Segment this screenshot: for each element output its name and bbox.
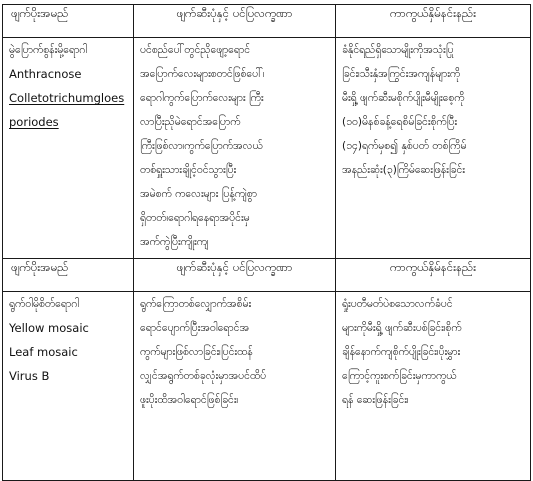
table-row (3, 38, 531, 259)
scientific-name-part2: poriodes (9, 115, 59, 129)
symptom-line: ရောင်ပျောက်ပြီးအဝါရောင်အ (140, 322, 250, 334)
symptom-line: ဖူးပိုးထိအဝါရောင်ဖြစ်ခြင်း၊ (140, 394, 239, 406)
symptom-line: လျှင်အရွက်တစ်ခုလုံးမှာအပင်ထိပ် (140, 370, 267, 382)
disease-name-burmese: မွဲပြောက်စွန်းမို့ရောဂါ (9, 44, 88, 56)
prevention-line: အနည်းဆုံး(၃)ကြိမ်ဆေးဖြန်းခြင်း (342, 164, 465, 176)
symptom-line: တစ်ရှူးသားချိုင့်ဝင်သွားပြီး (140, 164, 237, 176)
header-disease-name: ဖျက်ပိုးအမည် (3, 259, 134, 292)
disease-name-cell (3, 292, 134, 481)
symptom-line: အပြောက်လေးများစတင်ဖြစ်ပေါ်၊ (140, 68, 265, 80)
disease-name-cell (3, 38, 134, 259)
prevention-line: ကြောင့်ကူးစက်ခြင်းမှကာကွယ် (342, 370, 457, 382)
header-row-2 (3, 259, 531, 292)
symptom-line: ကွက်များဖြစ်လာခြင်း၊ပြင်းထန် (140, 346, 253, 358)
disease-name-burmese: ရွက်ဝါမိုစိတ်ရောဂါ (9, 298, 80, 310)
header-row-1 (3, 5, 531, 38)
header-symptoms: ဖျက်ဆီးပုံနှင့် ပင်ပြလက္ခဏာ (134, 5, 336, 38)
prevention-line: များကိုမီးရှို့ ဖျက်ဆီးပစ်ခြင်း၊စိုက် (342, 322, 462, 334)
prevention-cell (336, 292, 531, 481)
symptom-line: ရွက်ကြောတစ်လျှောက်အစိမ်း (140, 298, 252, 310)
header-prevention: ကာကွယ်နှိမ်နင်းနည်း (336, 5, 531, 38)
prevention-line: ရှုံးပတီမတ်ပဲစသောလက်ခံပင် (342, 298, 453, 310)
scientific-name-part1: Colletotrichumgloes (9, 91, 125, 105)
disease-table (2, 4, 531, 481)
prevention-line: ရန် ဆေးဖြန်းခြင်း၊ (342, 394, 409, 406)
symptom-line: အက်ကွဲပြီးကျိုးကျ (140, 236, 209, 248)
symptom-line: ရှိတတ်၊ရောဂါရနေရာအပိုင်းမှ (140, 212, 250, 224)
prevention-line: ခံနိုင်ရည်ရှိသောမျိုးကိုအသုံးပြု (342, 44, 454, 56)
symptoms-cell (134, 38, 336, 259)
disease-name-english: Anthracnose (9, 67, 82, 81)
virus-name: Virus B (9, 369, 50, 383)
symptom-line: အမဲစက် ကလေးများ ပြန့်ကျဲစွာ (140, 188, 257, 200)
symptoms-cell (134, 292, 336, 481)
header-prevention: ကာကွယ်နှိမ်နင်းနည်း (336, 259, 531, 292)
prevention-line: မီးရှို့ ဖျက်ဆီးမစိုက်ပျိုးမီမျိုးစေ့ကို (342, 92, 465, 104)
header-symptoms: ဖျက်ဆီးပုံနှင့် ပင်ပြလက္ခဏာ (134, 259, 336, 292)
prevention-line: ချိန်နောက်ကျစိုက်ပျိုးခြင်း၊ပိုးမွှား (342, 346, 461, 358)
disease-name-english: Yellow mosaic (9, 321, 89, 335)
prevention-line: (၁၀)မိနစ်ခန့်ရေစိမ်ခြင်းစိုက်ပြီး (342, 116, 458, 128)
prevention-line: (၁၄)ရက်မှစ၍ နှစ်ပတ် တစ်ကြိမ် (342, 140, 467, 152)
symptom-line: ပင်စည်ပေါ်တွင်ညိုဖျော့ရောင် (140, 44, 251, 56)
disease-name-english: Leaf mosaic (9, 345, 78, 359)
symptom-line: လာပြီးညိုမဲရောင်အပြောက် (140, 116, 241, 128)
symptom-line: ကြီးဖြစ်လာ၊ကွက်ပြောက်အလယ် (140, 140, 263, 152)
symptom-line: ရောဂါကွက်ပြောက်လေးများ ကြီး (140, 92, 264, 104)
prevention-cell (336, 38, 531, 259)
table-row (3, 292, 531, 481)
header-disease-name: ဖျက်ပိုးအမည် (3, 5, 134, 38)
prevention-line: ခြင်း၊သီးနှံအကြွင်းအကျန်များကို (342, 68, 461, 80)
